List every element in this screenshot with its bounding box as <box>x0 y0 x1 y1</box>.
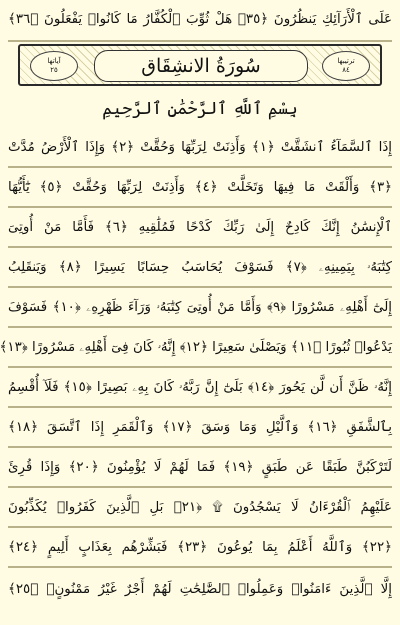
verse-line: كِتَٰبَهُۥ بِيَمِينِهِۦ ﴿٧﴾ فَسَوْفَ يُحَاسَبُ حِسَابًا يَسِيرًا ﴿٨﴾ وَيَنقَلِبُ <box>8 260 392 275</box>
verse-line: ﴿٣﴾ وَأَلْقَتْ مَا فِيهَا وَتَخَلَّتْ ﴿٤﴾ وَأَذِنَتْ لِرَبِّهَا وَحُقَّتْ ﴿٥﴾ يَٰٓأَيُّهَا <box>8 180 393 195</box>
ayah-count-value: ٢٥ <box>50 66 58 74</box>
verse-line: إِلَىٰٓ أَهْلِهِۦ مَسْرُورًا ﴿٩﴾ وَأَمَّا مَنْ أُوتِىَ كِتَٰبَهُۥ وَرَآءَ ظَهْرِهِۦ ﴿١٠﴾ فَسَوْفَ <box>8 300 393 315</box>
verse-line: بِٱلشَّفَقِ ﴿١٦﴾ وَٱلَّيْلِ وَمَا وَسَقَ ﴿١٧﴾ وَٱلْقَمَرِ إِذَا ٱتَّسَقَ ﴿١٨﴾ <box>8 420 392 435</box>
verse-line: ٱلْإِنسَٰنُ إِنَّكَ كَادِحٌ إِلَىٰ رَبِّكَ كَدْحًا فَمُلَٰقِيهِ ﴿٦﴾ فَأَمَّا مَنْ أُوتِىَ <box>8 220 392 235</box>
verse-line: إِلَّا ٱلَّذِينَ ءَامَنُوا۟ وَعَمِلُوا۟ ٱلصَّٰلِحَٰتِ لَهُمْ أَجْرٌ غَيْرُ مَمْنُونٍۭ ﴿٢٥﴾ <box>8 582 392 597</box>
surah-order-label: ترتيبها <box>337 57 355 65</box>
verse-line: عَلَيْهِمُ ٱلْقُرْءَانُ لَا يَسْجُدُونَ ۩ ﴿٢١﴾ بَلِ ٱلَّذِينَ كَفَرُوا۟ يُكَذِّبُونَ <box>8 500 392 515</box>
line-divider <box>8 566 392 568</box>
surah-order-value: ٨٤ <box>342 66 350 74</box>
basmala: بِسْمِ ٱللَّهِ ٱلرَّحْمَٰنِ ٱلرَّحِيمِ <box>102 99 298 119</box>
verse-line: يَدْعُوا۟ ثُبُورًا ﴿١١﴾ وَيَصْلَىٰ سَعِيرًا ﴿١٢﴾ إِنَّهُۥ كَانَ فِىٓ أَهْلِهِۦ مَسْرُورًا ﴿١٣﴾ <box>0 340 392 355</box>
verse-line-top: عَلَى ٱلْأَرَآئِكِ يَنظُرُونَ ﴿٣٥﴾ هَلْ ثُوِّبَ ٱلْكُفَّارُ مَا كَانُوا۟ يَفْعَلُونَ ﴿٣٦﴾ <box>8 12 393 27</box>
verse-line: إِذَا ٱلسَّمَآءُ ٱنشَقَّتْ ﴿١﴾ وَأَذِنَتْ لِرَبِّهَا وَحُقَّتْ ﴿٢﴾ وَإِذَا ٱلْأَرْضُ مُدَّتْ <box>8 140 393 155</box>
verse-line: ﴿٢٢﴾ وَٱللَّهُ أَعْلَمُ بِمَا يُوعُونَ ﴿٢٣﴾ فَبَشِّرْهُم بِعَذَابٍ أَلِيمٍ ﴿٢٤﴾ <box>8 540 393 555</box>
verse-line: إِنَّهُۥ ظَنَّ أَن لَّن يَحُورَ ﴿١٤﴾ بَلَىٰٓ إِنَّ رَبَّهُۥ كَانَ بِهِۦ بَصِيرًا ﴿١٥﴾ فَلَآ أُقْسِمُ <box>8 380 393 395</box>
verse-line: لَتَرْكَبُنَّ طَبَقًا عَن طَبَقٍ ﴿١٩﴾ فَمَا لَهُمْ لَا يُؤْمِنُونَ ﴿٢٠﴾ وَإِذَا قُرِئَ <box>8 460 393 475</box>
ayah-count-label: آياتها <box>47 57 61 65</box>
surah-title: سُورَةُ الانشِقَاق <box>141 55 261 77</box>
